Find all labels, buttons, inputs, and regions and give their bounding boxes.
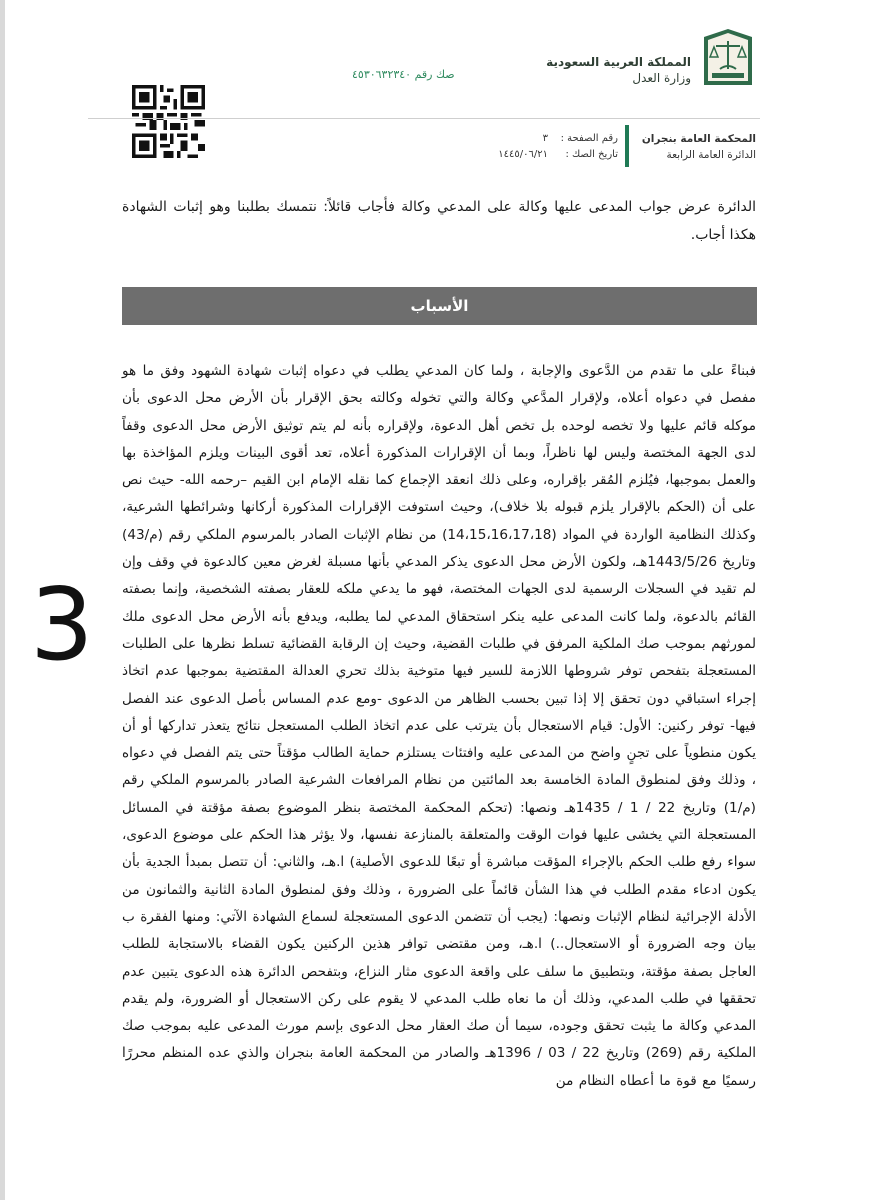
page-number-label: رقم الصفحة : (560, 133, 618, 144)
country-name: المملكة العربية السعودية (546, 55, 691, 69)
document-meta (468, 131, 618, 163)
ministry-of-justice-emblem-icon (700, 27, 756, 89)
deed-date-label: تاريخ الصك : (565, 149, 618, 160)
section-heading-reasons: الأسباب (122, 287, 757, 325)
header-divider (88, 118, 760, 119)
qr-code-icon (129, 85, 208, 158)
page-number-overlay: 3 (30, 566, 94, 683)
intro-paragraph: الدائرة عرض جواب المدعى عليها وكالة على المدعي وكالة فأجاب قائلاً: نتمسك بطلبنا وهو إثبات الشهادة هكذا أجاب. (122, 199, 756, 243)
deed-number: صك رقم ٤٥٣٠٦٣٢٣٤٠ (352, 68, 455, 81)
court-circuit: الدائرة العامة الرابعة (666, 149, 756, 161)
government-heading (546, 54, 691, 86)
page-left-edge (0, 0, 5, 1200)
deed-date-value: ١٤٤٥/٠٦/٢١ (498, 149, 548, 160)
court-divider-bar (625, 125, 629, 167)
court-info (642, 131, 756, 163)
reasons-paragraph: فبناءً على ما تقدم من الدَّعوى والإجابة ، ولما كان المدعي يطلب في دعواه إثبات شهادة الشهود وفق ما هو مفصل في دعواه أعلاه، ولإقرار المدَّعي وكالة والتي تخوله وكالته بحق الإقرار بأن الأرض محل الدعوى بأن موكله قائم عليها ولا تخصه لوحده بل تخص أهل الدعوة، ولإقراره بأنه لم يتم توثيق الأرض محل الدعوى وقفاً لدى الجهة المختصة وليس لها ناظراً، وبما أن الإقرارات المذكورة أعلاه، تعد أقوى البينات ويلزم المؤاخذة بها والعمل بموجبها، فيُلزم المُقر بإقراره، وعلى ذلك انعقد الإجماع كما نقله الإمام ابن القيم –رحمه الله- حيث نص على أن (الحكم بالإقرار يلزم قبوله بلا خلاف)، وحيث استوفت الإقرارات المذكورة أركانها وشرائطها الشرعية، وكذلك النظامية الواردة في المواد (14،15،16،17،18) من نظام الإثبات الصادر بالمرسوم الملكي رقم (م/43) وتاريخ 1443/5/26هـ، ولكون الأرض محل الدعوى يذكر المدعي بأنها مسبلة لغرض معين كالدعوة في وقف وإن لم تقيد في السجلات الرسمية لدى الجهات المختصة، فهو ما يدعي ملكه للعقار بصفته الشخصية، وإنما بصفته القائم بالدعوة، ولما كانت المدعى عليه ينكر استحقاق المدعي لما يطلبه، ويدفع بأنه الأرض محل الدعوى ملك لمورثهم بموجب صك الملكية المرفق في طلبات القضية، وحيث إن الرقابة القضائية تسلط نظرها على الطلبات المستعجلة بتفحص توفر شروطها اللازمة للسير فيها متوخية بذلك تحري العدالة المقتضية بموجبها عدم اتخاذ إجراء استباقي دون تحقق إلا إذا تبين بحسب الظاهر من الدعوى -ومع عدم المساس بأصل الدعوى عند الفصل فيها- توفر ركنين: الأول: قيام الاستعجال بأن يترتب على عدم اتخاذ الطلب المستعجل نتائج يتعذر تداركها أو أن يكون منطوياً على تجنٍ واضح من المدعى عليه وافتئات يستلزم حماية الطالب مؤقتاً حتى يتم الفصل في دعواه ، وذلك وفق لمنطوق المادة الخامسة بعد المائتين من نظام المرافعات الشرعية الصادر بالمرسوم الملكي رقم (م/1) وتاريخ 22 / 1 / 1435هـ ونصها: (تحكم المحكمة المختصة بنظر الموضوع بصفة مؤقتة في المسائل المستعجلة التي يخشى عليها فوات الوقت والمتعلقة بالمنازعة نفسها، ولا يؤثر هذا الحكم على موضوع الدعوى، سواء رفع طلب الحكم بالإجراء المؤقت مباشرة أو تبعًا للدعوى الأصلية) ا.هـ، والثاني: أن تتصل بمبدأ الجدية بأن يكون ادعاء مقدم الطلب في هذا الشأن قائماً على الضرورة ، وذلك وفق لمنطوق المادة الثانية والثمانون من الأدلة الإجرائية لنظام الإثبات ونصها: (يجب أن تتضمن الدعوى المستعجلة لسماع الشهادة الآتي: ومنها الفقرة ب بيان وجه الضرورة أو الاستعجال..) ا.هـ، ومن مقتضى توافر هذين الركنين يكون القضاء بالاستجابة للطلب العاجل بصفة مؤقتة، وبتطبيق ما سلف على واقعة الدعوى مثار النزاع، وبتفحص الدائرة هذه الدعوى يتبين عدم تحققها في طلب المدعي، وذلك أن ما نعاه طلب المدعي لا يقوم على ركن الاستعجال أو الضرورة، ولم يقدم المدعي وكالة ما يثبت تحقق وجوده، سيما أن صك العقار محل الدعوى بإسم مورث المدعى عليه بموجب صك الملكية رقم (269) وتاريخ 22 / 03 / 1396هـ والصادر من المحكمة العامة بنجران والذي عده المنظم محررًا رسميًا مع قوة ما أعطاه النظام من (122, 363, 757, 1089)
ministry-name: وزارة العدل (632, 71, 691, 85)
page-number-value: ٣ (542, 133, 548, 144)
court-name: المحكمة العامة بنجران (641, 133, 756, 145)
